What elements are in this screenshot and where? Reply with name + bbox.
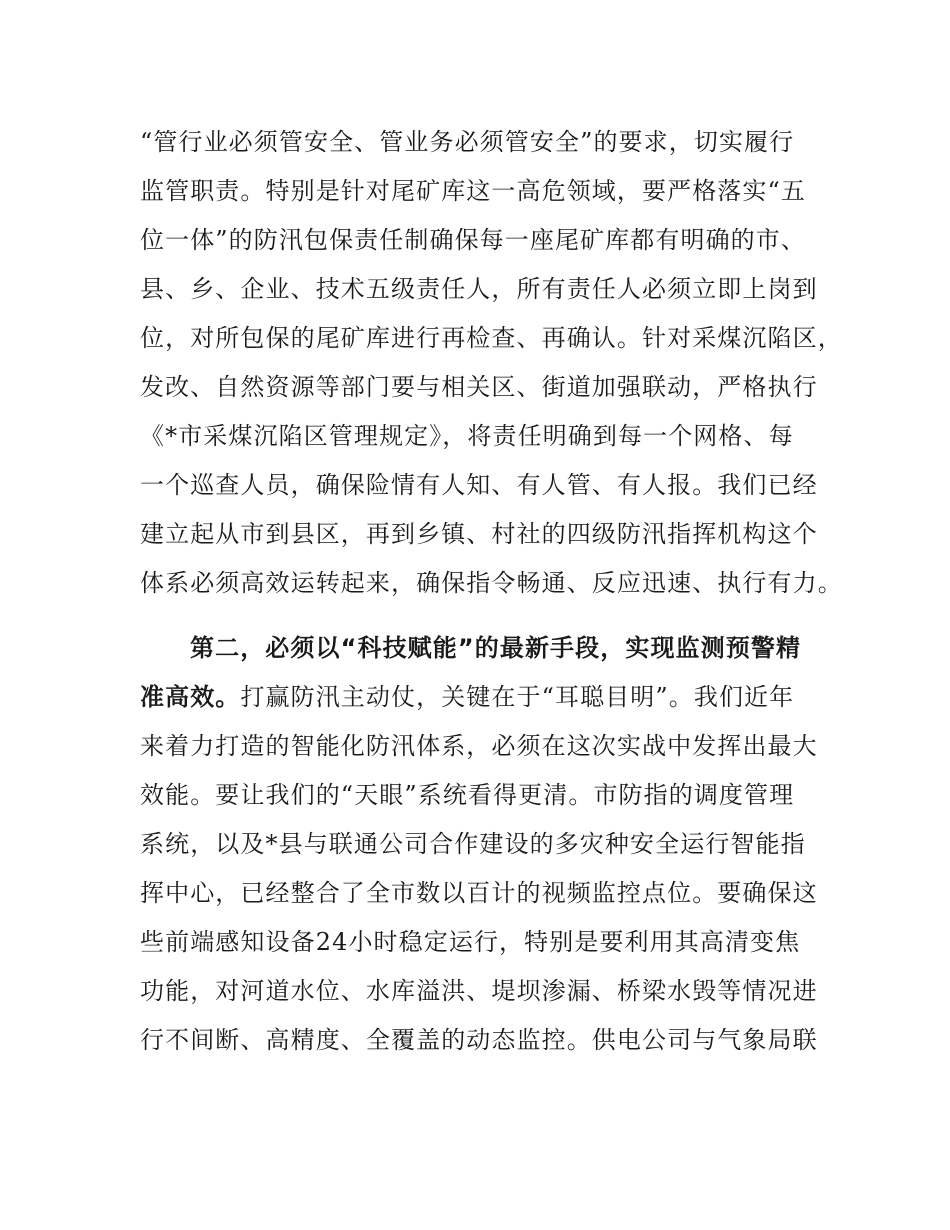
text-line: 县、乡、企业、技术五级责任人，所有责任人必须立即上岗到 <box>140 275 818 303</box>
text-line: 发改、自然资源等部门要与相关区、街道加强联动，严格执行 <box>140 373 818 401</box>
text-line: 来着力打造的智能化防汛体系，必须在这次实战中发挥出最大 <box>140 732 818 760</box>
paragraph-1 <box>140 118 843 608</box>
text-line: “管行业必须管安全、管业务必须管安全”的要求，切实履行 <box>140 128 795 156</box>
section-heading-tail: 准高效。 <box>140 683 241 711</box>
section-heading-line: 第二，必须以“科技赋能”的最新手段，实现监测预警精 <box>190 634 802 662</box>
text-line: 挥中心，已经整合了全市数以百计的视频监控点位。要确保这 <box>140 879 818 907</box>
text-line-rest: 打赢防汛主动仗，关键在于“耳聪目明”。我们近年 <box>240 683 795 711</box>
text-line: 效能。要让我们的“天眼”系统看得更清。市防指的调度管理 <box>140 781 795 809</box>
text-line: 系统，以及*县与联通公司合作建设的多灾种安全运行智能指 <box>140 830 806 858</box>
text-line: 位，对所包保的尾矿库进行再检查、再确认。针对采煤沉陷区， <box>140 324 843 352</box>
paragraph-gap <box>140 608 840 624</box>
text-line: 位一体”的防汛包保责任制确保每一座尾矿库都有明确的市、 <box>140 226 806 254</box>
text-line: 《*市采煤沉陷区管理规定》，将责任明确到每一个网格、每 <box>140 422 794 450</box>
text-line: 一个巡查人员，确保险情有人知、有人管、有人报。我们已经 <box>140 471 818 499</box>
text-line: 功能，对河道水位、水库溢洪、堤坝渗漏、桥梁水毁等情况进 <box>140 977 818 1005</box>
body-text <box>140 118 843 1065</box>
text-line: 行不间断、高精度、全覆盖的动态监控。供电公司与气象局联 <box>140 1026 818 1054</box>
text-line: 些前端感知设备24小时稳定运行，特别是要利用其高清变焦 <box>140 928 801 956</box>
text-line: 建立起从市到县区，再到乡镇、村社的四级防汛指挥机构这个 <box>140 520 818 548</box>
text-line: 监管职责。特别是针对尾矿库这一高危领域，要严格落实“五 <box>140 177 806 205</box>
text-line <box>140 673 840 722</box>
text-line: 体系必须高效运转起来，确保指令畅通、反应迅速、执行有力。 <box>140 569 843 597</box>
paragraph-2 <box>140 624 840 1065</box>
